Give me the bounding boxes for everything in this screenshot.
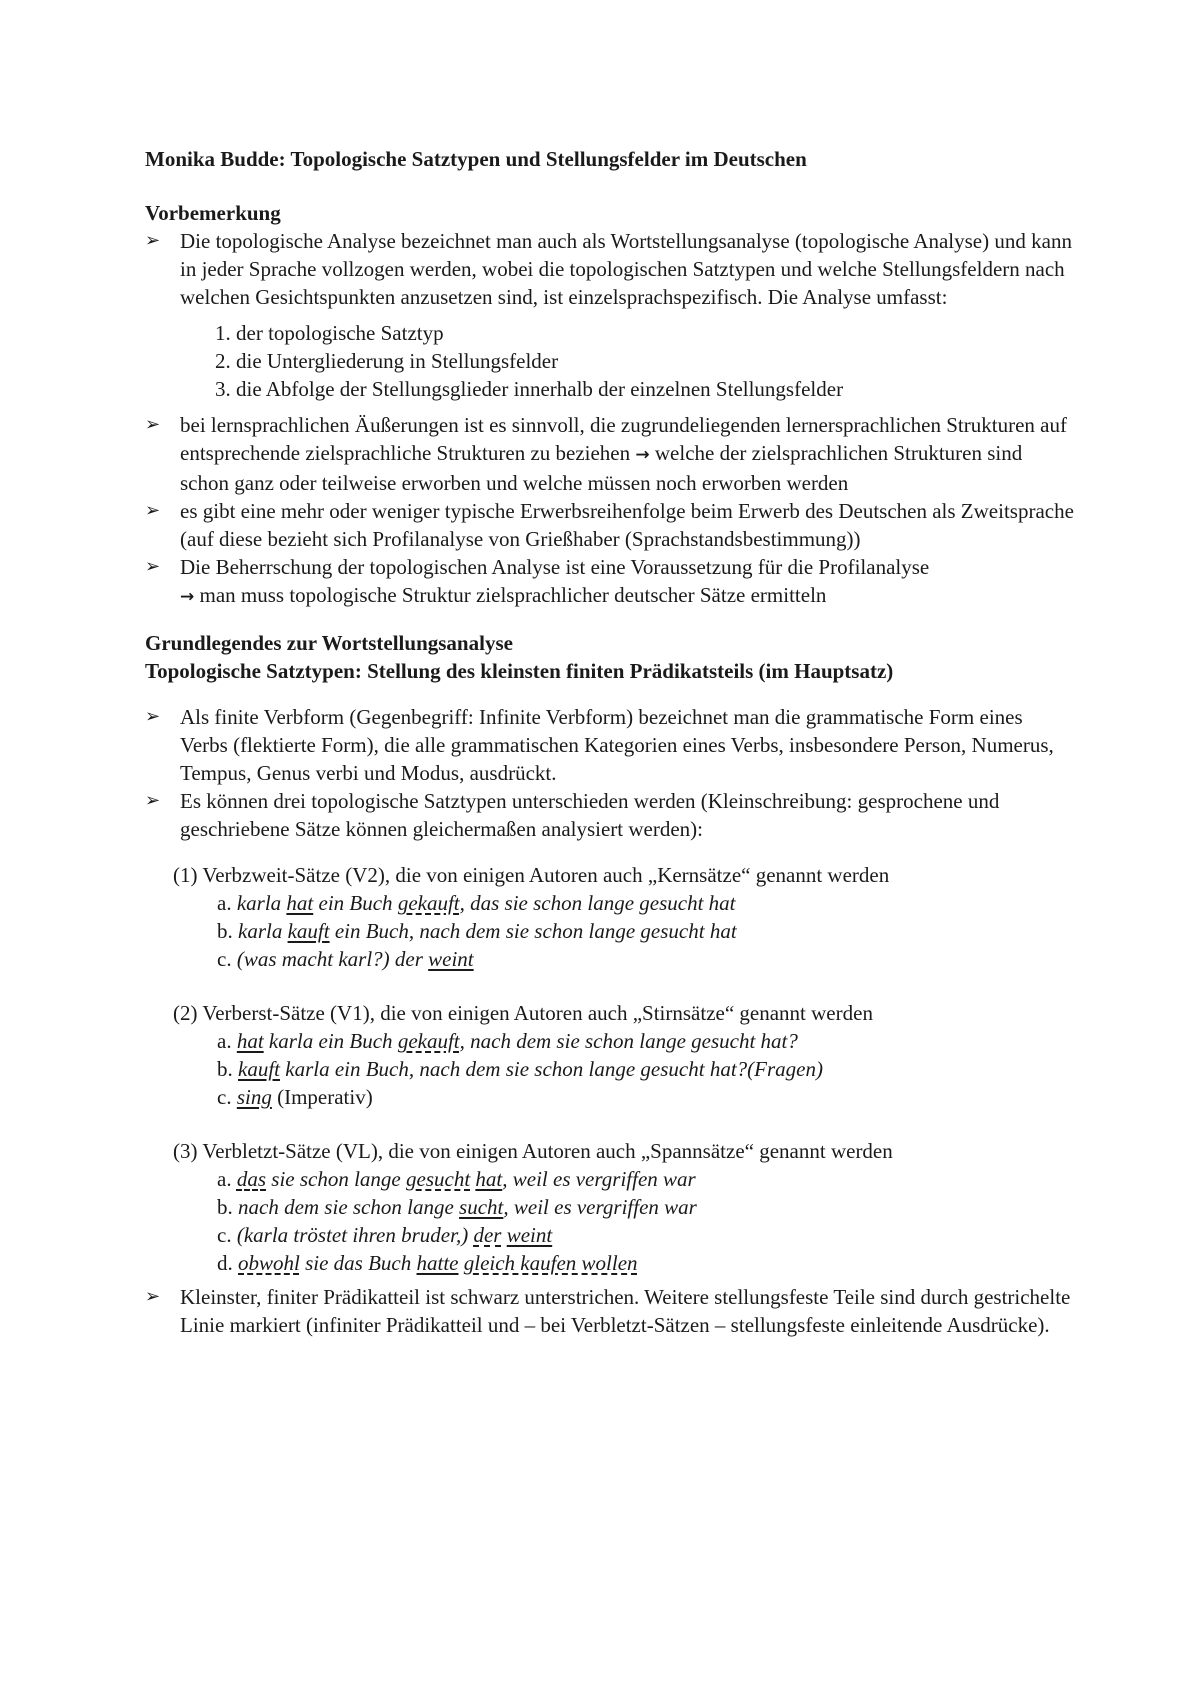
item-label: a. — [217, 891, 232, 915]
bullet-text: welche der zielsprachlichen Strukturen sind schon ganz oder teilweise erworben und welche müssen noch erworben werden — [180, 441, 1023, 495]
example-item — [217, 889, 1075, 917]
example-sentence: (karla tröstet ihren bruder,) der weint — [236, 1223, 553, 1247]
bullet-list-vorbemerkung — [145, 227, 1075, 311]
example-item — [217, 1055, 1075, 1083]
right-arrow-icon: → — [180, 587, 195, 607]
example-sublist — [217, 1165, 1075, 1277]
example-item — [217, 917, 1075, 945]
right-arrow-icon: → — [635, 445, 650, 465]
bullet-text: Als finite Verbform (Gegenbegriff: Infinite Verbform) bezeichnet man die grammatische Form eines Verbs (flektierte Form), die alle grammatischen Kategorien eines Verbs, insbesondere Person, Numerus, Tempus, Genus verbi und Modus, ausdrückt. — [180, 705, 1054, 785]
fixed-part: gekauft — [397, 891, 460, 915]
arrowhead-bullet-icon: ➢ — [145, 1286, 161, 1307]
fixed-part: gekauft — [397, 1029, 460, 1053]
item-label: c. — [217, 1085, 232, 1109]
example-sentence: das sie schon lange gesucht hat, weil es vergriffen war — [236, 1167, 696, 1191]
example-heading: (3) Verbletzt-Sätze (VL), die von einigen Autoren auch „Spannsätze“ genannt werden — [173, 1139, 893, 1163]
example-sentence: sing (Imperativ) — [236, 1085, 373, 1109]
item-label: b. — [217, 1057, 233, 1081]
bullet-list-satztypen — [145, 703, 1075, 843]
finite-verb: weint — [428, 947, 474, 971]
item-label: a. — [217, 1029, 232, 1053]
example-group-v1 — [145, 999, 1075, 1111]
example-sublist — [217, 1027, 1075, 1111]
section-subheading-satztypen: Topologische Satztypen: Stellung des kleinsten finiten Prädikatsteils (im Hauptsatz) — [145, 659, 894, 683]
bullet-text: Die topologische Analyse bezeichnet man auch als Wortstellungsanalyse (topologische Analyse) und kann in jeder Sprache vollzogen werden, wobei die topologischen Satztypen und welche Stellungsfeldern nach welchen Gesichtspunkten anzusetzen sind, ist einzelsprachspezifisch. Die Analyse umfasst: — [180, 229, 1072, 309]
section-heading-grundlegendes: Grundlegendes zur Wortstellungsanalyse — [145, 631, 513, 655]
example-sentence: (was macht karl?) der weint — [236, 947, 474, 971]
finite-verb: hat — [475, 1167, 503, 1191]
fixed-part: obwohl — [238, 1251, 300, 1275]
arrowhead-bullet-icon: ➢ — [145, 414, 161, 435]
item-label: b. — [217, 1195, 233, 1219]
numbered-item: 1. der topologische Satztyp — [215, 321, 444, 345]
bullet-list-vorbemerkung-2 — [145, 411, 1075, 611]
example-sentence: obwohl sie das Buch hatte gleich kaufen wollen — [238, 1251, 638, 1275]
example-item — [217, 945, 1075, 973]
bullet-text: Kleinster, finiter Prädikatteil ist schwarz unterstrichen. Weitere stellungsfeste Teile sind durch gestrichelte Linie markiert (infiniter Prädikatteil und – bei Verbletzt-Sätzen – stellungsfeste einleitende Ausdrücke). — [180, 1285, 1071, 1337]
example-sentence: karla kauft ein Buch, nach dem sie schon lange gesucht hat — [238, 919, 737, 943]
arrowhead-bullet-icon: ➢ — [145, 706, 161, 727]
example-sentence: nach dem sie schon lange sucht, weil es vergriffen war — [238, 1195, 697, 1219]
item-label: c. — [217, 1223, 232, 1247]
numbered-item: 2. die Untergliederung in Stellungsfelder — [215, 349, 559, 373]
fixed-part: gesucht — [406, 1167, 471, 1191]
arrowhead-bullet-icon: ➢ — [145, 790, 161, 811]
document-title: Monika Budde: Topologische Satztypen und Stellungsfelder im Deutschen — [145, 147, 807, 171]
item-label: a. — [217, 1167, 232, 1191]
arrowhead-bullet-icon: ➢ — [145, 230, 161, 251]
bullet-text: Es können drei topologische Satztypen unterschieden werden (Kleinschreibung: gesprochene und geschriebene Sätze können gleichermaßen analysiert werden): — [180, 789, 1000, 841]
finite-verb: hat — [236, 1029, 264, 1053]
finite-verb: weint — [506, 1223, 553, 1247]
bullet-item — [145, 497, 1075, 553]
bullet-text: Die Beherrschung der topologischen Analyse ist eine Voraussetzung für die Profilanalyse — [180, 555, 930, 579]
numbered-item: 3. die Abfolge der Stellungsglieder innerhalb der einzelnen Stellungsfelder — [215, 377, 844, 401]
bullet-text: man muss topologische Struktur zielsprachlicher deutscher Sätze ermitteln — [199, 583, 827, 607]
example-heading: (1) Verbzweit-Sätze (V2), die von einigen Autoren auch „Kernsätze“ genannt werden — [173, 863, 890, 887]
example-heading: (2) Verberst-Sätze (V1), die von einigen Autoren auch „Stirnsätze“ genannt werden — [173, 1001, 873, 1025]
fixed-part: gleich kaufen wollen — [463, 1251, 638, 1275]
finite-verb: hat — [286, 891, 314, 915]
fixed-part: das — [236, 1167, 267, 1191]
item-label: c. — [217, 947, 232, 971]
item-label: d. — [217, 1251, 233, 1275]
bullet-item — [145, 787, 1075, 843]
numbered-list — [145, 319, 1075, 403]
bullet-item — [145, 411, 1075, 497]
example-sentence: karla hat ein Buch gekauft, das sie schon lange gesucht hat — [236, 891, 736, 915]
document-page — [145, 145, 1075, 1339]
example-item — [217, 1165, 1075, 1193]
arrowhead-bullet-icon: ➢ — [145, 500, 161, 521]
fixed-part: der — [473, 1223, 502, 1247]
item-label: b. — [217, 919, 233, 943]
bullet-item — [145, 703, 1075, 787]
example-group-v2 — [145, 861, 1075, 973]
bullet-item — [145, 1283, 1075, 1339]
finite-verb: sucht — [459, 1195, 504, 1219]
example-item — [217, 1249, 1075, 1277]
finite-verb: sing — [236, 1085, 272, 1109]
example-item — [217, 1027, 1075, 1055]
example-group-vl — [145, 1137, 1075, 1277]
arrowhead-bullet-icon: ➢ — [145, 556, 161, 577]
finite-verb: kauft — [287, 919, 330, 943]
bullet-text: es gibt eine mehr oder weniger typische Erwerbsreihenfolge beim Erwerb des Deutschen als Zweitsprache (auf diese bezieht sich Profilanalyse von Grießhaber (Sprachstandsbestimmung)) — [180, 499, 1074, 551]
bullet-list-closing — [145, 1283, 1075, 1339]
example-sentence: hat karla ein Buch gekauft, nach dem sie schon lange gesucht hat? — [236, 1029, 798, 1053]
example-item — [217, 1221, 1075, 1249]
finite-verb: kauft — [238, 1057, 280, 1081]
bullet-text: bei lernsprachlichen Äußerungen ist es sinnvoll, die zugrundeliegenden lernersprachlichen Strukturen auf entsprechende zielsprachliche Strukturen zu beziehen — [180, 413, 1067, 465]
section-heading-vorbemerkung: Vorbemerkung — [145, 201, 281, 225]
example-sublist — [217, 889, 1075, 973]
example-sentence: kauft karla ein Buch, nach dem sie schon lange gesucht hat?(Fragen) — [238, 1057, 823, 1081]
example-item — [217, 1193, 1075, 1221]
bullet-item — [145, 553, 1075, 611]
bullet-item — [145, 227, 1075, 311]
finite-verb: hatte — [416, 1251, 459, 1275]
example-item — [217, 1083, 1075, 1111]
